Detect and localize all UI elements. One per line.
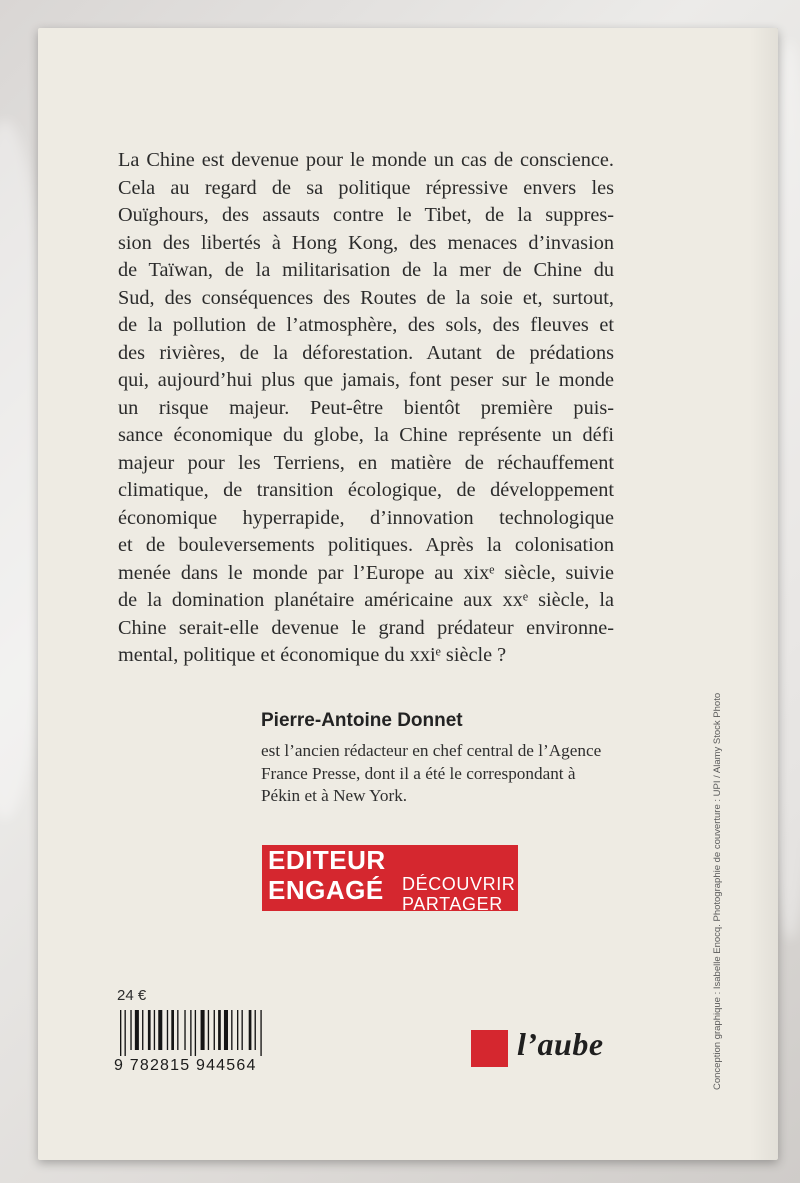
blurb-line: des rivières, de la déforestation. Autant de prédations [118,341,614,364]
blurb-line: sion des libertés à Hong Kong, des menaces d’invasion [118,231,614,254]
barcode-bar [255,1010,256,1050]
barcode-bar [201,1010,205,1050]
blurb-line: de Taïwan, de la militarisation de la mer de Chine du [118,259,614,281]
barcode-bar [231,1010,232,1050]
blurb-line: climatique, de transition écologique, de développement [118,479,614,501]
publisher-logo-square [471,1030,508,1067]
blurb-line: économique hyperrapide, d’innovation technologique [118,506,614,529]
barcode-bar [237,1010,238,1050]
barcode-bar [218,1010,221,1050]
barcode-bar [130,1010,131,1050]
isbn-barcode [118,1010,290,1056]
author-bio-line: France Presse, dont il a été le correspondant à [261,763,576,783]
author-name: Pierre-Antoine Donnet [261,710,463,731]
blurb-line: Chine serait-elle devenue le grand prédateur environne- [118,616,614,639]
back-cover-blurb [118,147,614,670]
barcode-bar [249,1010,252,1050]
blurb-line: Cela au regard de sa politique répressive envers les [118,176,614,199]
barcode-bar [148,1010,151,1050]
badge-tag-1: DÉCOUVRIR [402,874,516,894]
barcode-bar [135,1010,139,1050]
blurb-line: Sud, des conséquences des Routes de la soie et, surtout, [118,286,614,309]
photo-credit: Conception graphique : Isabelle Enocq. Photographie de couverture : UPI / Alamy Stock Photo [712,692,723,1090]
blurb-line: de la pollution de l’atmosphère, des sols, des fleuves et [118,314,614,336]
barcode-bar [260,1010,261,1056]
blurb-line: et de bouleversements politiques. Après la colonisation [118,534,614,556]
publisher-logo-text: l’aube [517,1026,604,1062]
blurb-line: Ouïghours, des assauts contre le Tibet, de la suppres- [118,204,614,226]
blurb-line: majeur pour les Terriens, en matière de réchauffement [118,451,614,474]
blurb-line: La Chine est devenue pour le monde un cas de conscience. [118,149,614,171]
badge-line-1: EDITEUR [268,845,386,875]
blurb-line: de la domination planétaire américaine aux xxᵉ siècle, la [118,589,614,611]
barcode-bar [167,1010,168,1050]
author-bio-line: est l’ancien rédacteur en chef central de l’Agence [261,741,602,760]
barcode-bar [184,1010,185,1050]
barcode-bar [208,1010,209,1050]
barcode-bar [190,1010,191,1056]
barcode-bar [158,1010,162,1050]
blurb-line: menée dans le monde par l’Europe au xixᵉ siècle, suivie [118,561,614,584]
blurb-line: mental, politique et économique du xxiᵉ siècle ? [118,644,507,666]
blurb-line: un risque majeur. Peut-être bientôt première puis- [118,396,614,419]
blurb-line: sance économique du globe, la Chine représente un défi [118,424,614,446]
author-bio [261,740,621,808]
barcode-bar [120,1010,121,1056]
price-label: 24 € [117,987,147,1004]
badge-line-2: ENGAGÉ [268,875,384,905]
author-bio-line: Pékin et à New York. [261,786,408,805]
blurb-line: qui, aujourd’hui plus que jamais, font peser sur le monde [118,369,614,391]
badge-tag-2: PARTAGER [402,894,503,911]
editeur-engage-badge [262,845,518,911]
barcode-bar [125,1010,126,1056]
barcode-bar [214,1010,215,1050]
isbn-digits: 9 782815 944564 [114,1057,257,1074]
barcode-bar [242,1010,243,1050]
barcode-bar [171,1010,174,1050]
barcode-bar [195,1010,196,1056]
barcode-bar [224,1010,228,1050]
barcode-bar [142,1010,143,1050]
barcode-bar [154,1010,155,1050]
barcode-bar [177,1010,178,1050]
